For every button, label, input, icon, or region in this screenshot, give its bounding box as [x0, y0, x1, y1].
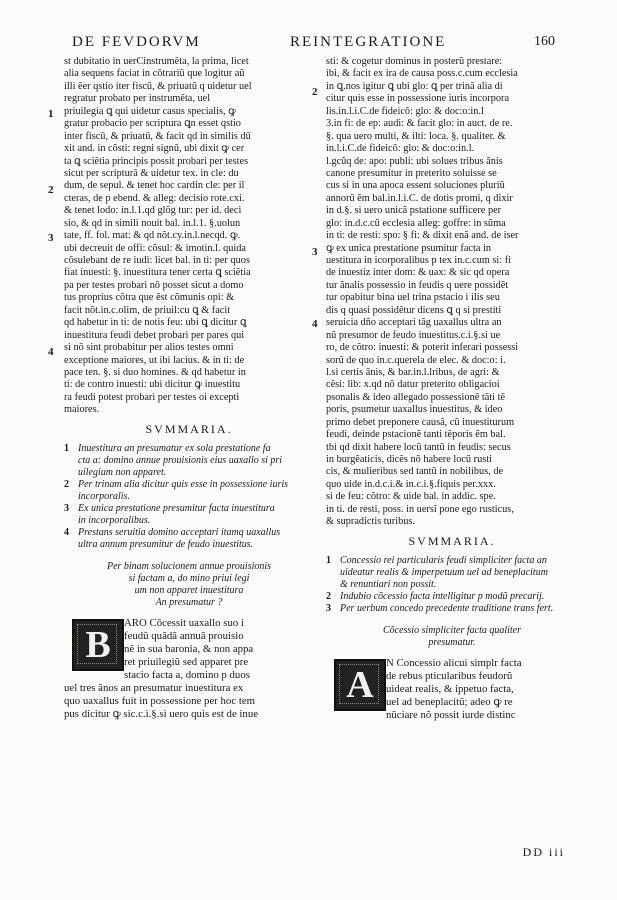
text-line: qd habetur in ti: de notis feu: ubi ꝗ dicitur ꝗ	[64, 317, 247, 329]
margin-number: 1	[48, 108, 54, 120]
section-title	[64, 561, 314, 609]
text-line: cus si in una apoca essent soluciones pluriũ	[326, 180, 505, 192]
text-line: ti: de contro inuesti: ubi dicitur ꝙ inuestitu	[64, 379, 241, 391]
text-line: de inuestiz inter dom: & uax: & sic qd opera	[326, 267, 510, 279]
summaria-line: incorporalis.	[78, 490, 130, 502]
summaria-item	[326, 603, 578, 615]
text-line: 3.in fi: de ep: audi: & facit glo: in auct. de re.	[326, 118, 513, 130]
text-line: pace ten. §. si duo homines. & qd habetur in	[64, 366, 246, 378]
text-line: & tenet lodo: in.l.1.qd glõg tur: per id. deci	[64, 205, 242, 217]
text-line: feudũ quãdã annuã prouisio	[124, 629, 244, 642]
text-line: seruicia dño acceptari tãg uaxallus ultra an	[326, 317, 502, 329]
margin-number: 2	[312, 86, 318, 98]
summaria-line: Inuestitura an presumatur ex sola prestatione fa	[78, 442, 271, 454]
summaria-line: ultra annum presumitur de feudo inuestitus.	[78, 538, 254, 550]
running-head-center: REINTEGRATIONE	[290, 34, 447, 50]
text-line: dis q quasi possidẽtur dicens ꝗ q si prestiti	[326, 304, 502, 316]
right-column	[312, 56, 578, 722]
summaria-number: 3	[326, 602, 331, 614]
text-line: tbi qd dixit habere locũ tantũ in feudis: secus	[326, 441, 511, 453]
summaria-line: Ex unica prestatione presumitur facta inuestitura	[78, 502, 275, 514]
text-line: uideat realis, & ippetuo facta,	[386, 682, 514, 695]
summaria-list	[64, 443, 314, 551]
text-line: inuestitura feudi debet probari per pares qui	[64, 329, 245, 341]
dropcap-letter: A	[346, 663, 374, 706]
text-line: priuilegia ꝗ qui uidetur casus specialis, ꝙ	[64, 105, 236, 117]
text-line: Cõcessio simpliciter facta qualiter	[382, 624, 522, 636]
summaria-title: SVMMARIA.	[145, 421, 233, 436]
summaria-line: & renuntiari non possit.	[340, 578, 437, 590]
text-line: uestitura in icorporalibus p tex in.c.cum si: fi	[326, 255, 512, 266]
text-line: maiores.	[64, 404, 100, 416]
text-line: gratur probacio per scriptura ꝗn esset qstio	[64, 118, 241, 130]
text-line: in d.§. si uero unicã pstatione sufficere per	[326, 205, 502, 217]
text-line: inter fiscũ, & priuatũ, & facit qd in similis dũ	[64, 130, 251, 142]
text-line: N Concessio alicui simplr facta	[386, 656, 522, 669]
margin-number: 2	[48, 184, 54, 196]
text-line: poris, psumetur uaxallus inuestitus, & ideo	[326, 404, 503, 416]
summaria-item	[64, 443, 314, 479]
running-head-left: DE FEVDORVM	[72, 34, 201, 50]
text-line: tate, ff. fol. mat: & qd nõt.cy.in.l.necqd. ꝙ.	[64, 230, 241, 242]
summaria-number: 3	[64, 502, 69, 514]
text-line: annorũ ẽm bal.in.l.i.C. de dotis promi, q dixir	[326, 192, 513, 204]
text-line: illi ẽer qstio iter fiscũ, & priuatũ q uidetur uel	[64, 80, 252, 92]
text-line: nũciare nõ possit iurde distinc	[386, 708, 516, 721]
text-line: st dubitatio in uerCinstrumẽta, la prima, licet	[64, 56, 249, 67]
text-line: si factam a, do mino priui legi	[128, 572, 250, 584]
summaria-line: Per trinam alia dicitur quis esse in possessione iuris	[78, 478, 288, 490]
text-line: canone presumitur in preterito soluisse se	[326, 167, 497, 179]
text-line: cẽsi: lib: x.qd nõ datur preterito obligacioi	[326, 379, 500, 391]
text-line: sorũ de quo in.c.querela de elec. & doc:o: i.	[326, 354, 506, 366]
text-line: tur ãnalis possessio in feudis q uere possidẽt	[326, 279, 509, 291]
summaria-number: 2	[326, 590, 331, 602]
page-number: 160	[534, 34, 555, 49]
text-line: Per binam solucionem annue prouisionis	[106, 560, 272, 572]
text-line: ibi, & facit ex ira de causa poss.c.cum ecclesia	[326, 68, 518, 80]
text-line: dum, de sepul. & tenet hoc cardin cle: per il	[64, 180, 245, 192]
text-line: uel ad beneplacitũ; adeo ꝙ re	[386, 695, 513, 708]
summaria-line: Prestans seruitia domino acceptari itamq uaxallus	[78, 526, 281, 538]
text-line: cis, & mulieribus sed tantũ in nobilibus, de	[326, 466, 504, 478]
text-line: in burgẽaticis, dicẽs nõ habere locũ rusti	[326, 454, 492, 465]
summaria-line: uideatur realis & imperpetuum uel ad beneplacitum	[340, 566, 548, 578]
summaria-line: cta a: domino annue prouisionis eius uaxallo si pri	[78, 454, 283, 466]
text-line: cõsulebant de re iudi: licet bal. in ti: per quos	[64, 255, 250, 266]
summaria-item	[326, 591, 578, 603]
text-line: tur opabitur bina uel trina pstacio i ilis seu	[326, 292, 500, 304]
text-line: exceptione maiores, ut ibi lacius. & in ti: de	[64, 354, 245, 366]
text-line: glo: in.d.c.cũ ecclesia alleg: goffre: in sũma	[326, 217, 506, 229]
text-line: fiat inuesti: §. inuestitura tener certa ꝗ sciẽtia	[64, 267, 251, 279]
summaria-item	[64, 503, 314, 527]
summaria-item	[326, 555, 578, 591]
summaria-item	[64, 527, 314, 551]
text-line: in ti. de resti, poss. in uersĩ pone ego rusticus,	[326, 503, 514, 515]
dropcap-paragraph	[326, 657, 578, 722]
text-line: l.gcũq de: apo: publi: ubi solues tribus ãnis	[326, 155, 503, 167]
text-line: regratur probato per instrumẽta, uel	[64, 93, 211, 105]
summaria-line: Concessio rei particularis feudi simpliciter facta an	[340, 554, 547, 566]
dropcap-initial	[72, 619, 124, 671]
text-line: ra feudi potest probari per testes oi excepti	[64, 391, 240, 403]
text-line: pa per testes probari nõ posset sicut a domo	[64, 279, 244, 291]
text-line: um non apparet inuestitura	[134, 584, 244, 596]
text-line: in ꝗ.nos igitur ꝗ ubi glo: ꝗ per trinã alia di	[326, 80, 503, 92]
summaria-title: SVMMARIA.	[408, 533, 496, 548]
margin-number: 4	[48, 346, 54, 358]
text-line: l.si certis ãnis, & bar.in.l.lribus, de agri: &	[326, 366, 500, 378]
text-line: lis.in.l.i.C.de fideicõ: glo: & doc:o:in.l	[326, 105, 484, 117]
dropcap-letter: B	[85, 623, 111, 666]
summaria-line: uilegium non apparet.	[78, 466, 167, 478]
margin-number: 3	[48, 232, 54, 244]
signature-mark: DD iii	[522, 845, 565, 859]
summaria-number: 1	[64, 442, 69, 454]
text-line: xit and. in cõsti: regni signũ, ubi dixit ꝙ cer	[64, 143, 245, 155]
text-line: in.l.i.C.de fideicõ: glo: & doc:o:in.l.	[326, 143, 475, 155]
text-line: cteras, de p ebend. & alleg: decisio rote.cxi.	[64, 192, 245, 204]
section-title	[326, 625, 578, 649]
text-line: de rebus pticularibus feudorũ	[386, 669, 513, 682]
text-line: sti: & cogetur dominus in posterũ prestare:	[326, 56, 503, 67]
text-line: ta ꝗ sciẽtia principis possit probari per testes	[64, 155, 249, 167]
dropcap-paragraph	[64, 617, 314, 721]
text-line: quo uaxallus fuit in possessione per hoc tem	[64, 694, 256, 707]
left-column	[48, 56, 314, 721]
right-column-text	[326, 56, 578, 529]
text-line: & supradictis turibus.	[326, 516, 415, 528]
text-line: ARO Cõcessit uaxallo suo i	[124, 616, 244, 629]
summaria-line: Indubio cõcessio facta intelligitur p modũ precarij.	[340, 590, 545, 602]
text-line: uel tres ãnos an presumatur inuestitura ex	[64, 681, 244, 694]
text-line: ubi decreuit de offi: cõsul: & imotin.l. quida	[64, 242, 246, 254]
summaria-number: 2	[64, 478, 69, 490]
margin-number: 4	[312, 318, 318, 330]
summaria-list	[326, 555, 578, 615]
text-line: citur quis esse in possessione iuris incorpora	[326, 93, 510, 105]
text-line: ꝙ ex unica prestatione psumitur facta in	[326, 242, 491, 254]
text-line: alia sequens faciat in cõtrariũ que logitur aũ	[64, 68, 245, 80]
text-line: psonalis & ideo allegado possessionẽ tãti tẽ	[326, 391, 506, 403]
text-line: si nõ sint probabitur per alios testes omni	[64, 342, 234, 354]
text-line: tus proprius cõtra que ẽst cõmunis opi: &	[64, 292, 235, 304]
text-line: quo uide in.d.c.i.& in.c.i.§.fiquis per.xxx.	[326, 478, 496, 490]
summaria-item	[64, 479, 314, 503]
text-line: ro, de cõtro: inuesti: & poterit inferari possessi	[326, 342, 519, 354]
text-line: si de feu: cõtro: & uide bal. in addic. spe.	[326, 491, 496, 503]
text-line: nẽ in sua baronia, & non appa	[124, 642, 254, 655]
text-line: An presumatur ?	[155, 596, 223, 608]
summaria-line: Per uerbum concedo precedente traditione trans fert.	[340, 602, 554, 614]
text-line: stacio facta a, domino p duos	[124, 668, 250, 681]
text-line: pus dicitur ꝙ sic.c.i.§.si uero quis est de inue	[64, 707, 259, 720]
margin-number: 3	[312, 246, 318, 258]
dropcap-initial	[334, 659, 386, 711]
summaria-line: in incorporalibus.	[78, 514, 151, 526]
summaria-number: 1	[326, 554, 331, 566]
text-line: feudi, deinde pstacionẽ tanti tẽporis ẽm bal.	[326, 429, 506, 441]
text-line: §. qua uero multi, & ilti: loca. §. qualiter. &	[326, 130, 506, 142]
running-head	[72, 34, 555, 54]
left-column-text	[64, 56, 314, 417]
text-line: sio, & qd in simili nouit bal. in.l.1. §.uolun	[64, 217, 241, 229]
text-line: ret priuilegiũ sed apparet pre	[124, 655, 249, 668]
text-line: facit nõt.in.c.olim, de priuil:cu ꝗ & facit	[64, 304, 231, 316]
summaria-number: 4	[64, 526, 69, 538]
text-line: nũ presumor de feudo inuestitus.c.i.§.si ue	[326, 329, 501, 341]
text-line: in ti: de resti: spo: § fi: & dixit enã and. de iser	[326, 230, 519, 242]
text-line: sicut per scripturã & uidetur tex. in cle: du	[64, 167, 239, 179]
text-line: presumatur.	[428, 636, 476, 648]
text-line: primo debet preponere causã, cũ inuestiturum	[326, 416, 515, 428]
